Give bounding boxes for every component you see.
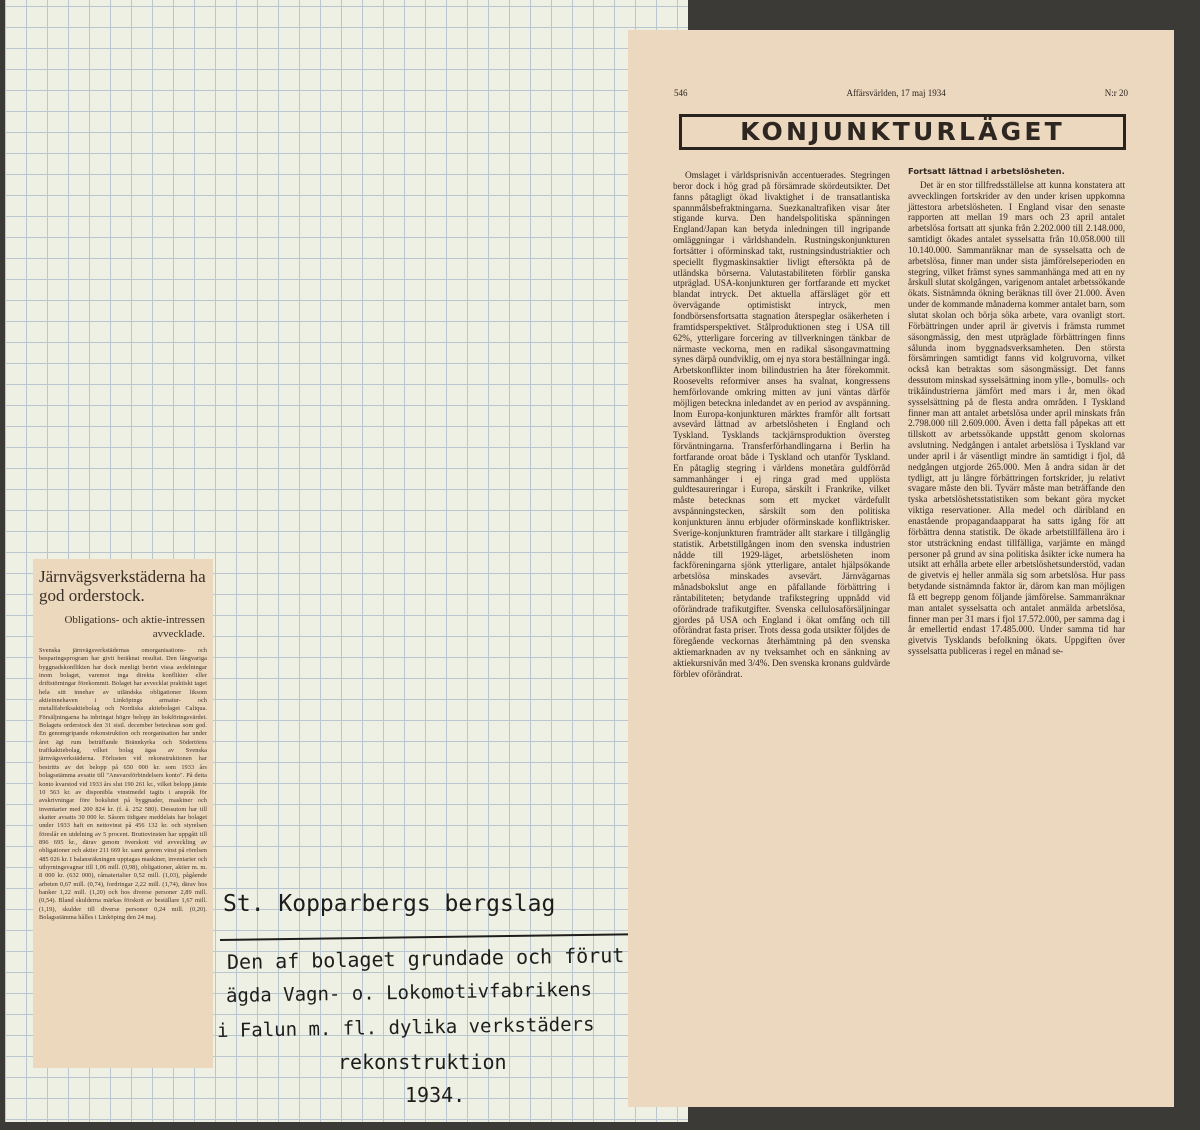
page-number: 546 [674,88,688,98]
clipping-body: Svenska järnvägsverkstädernas omorganisations- och besparingsprogram har givit beräknat resultat. Den långvariga byggnadskonflikten har dock menligt berört vissa avdelningar inom bolaget, varemot inga direkta konflikter eller driftstörningar förekommit. Bolaget har avvecklat praktiskt taget hela sitt innehav av utländska obligationer liksom aktieinnehaven i Linköpings armatur- och metallfabriksaktiebolag och Nordiska aktiebolaget Caliqua. Försäljningarna ha inbringat högre belopp än bokföringsvärdet. Bolagets orderstock den 31 sistl. december betecknas som god. En genomgripande rekonstruktion och reorganisation har under året ägt rum beträffande Brännkyrka och Södertörns trafikaktiebolag, vilket bolag ägas av Svenska järnvägsverkstäderna. Förlusten vid rekonstruktionen har bestritts av det belopp på 650 000 kr. som 1933 års bolagsstämma avsatte till "Ansvarsförbindelsers konto". På detta konto kvarstod vid 1933 års slut 190 261 kr., vilket belopp jämte 10 563 kr. av disponibla vinstmedel tagits i anspråk för avskrivningar före bokslutet på byggnader, maskiner och inventarier med 200 824 kr. (f. å. 252 580). Dessutom har till skatter avsatts 30 000 kr. Såsom tidigare meddelats har bolaget under 1933 haft en nettovinst på 456 132 kr. och styrelsen föreslår en utdelning av 5 procent. Bruttovinsten har uppgått till 896 695 kr., därav genom överskott vid avveckling av obligationer och aktier 211 669 kr. samt genom vinst på rörelsen 485 026 kr. I balansräkningen upptagas maskiner, inventarier och uthyrningsvagnar till 1,06 mill. (0,98), obligationer, aktier m. m. 8 000 kr. (632 000), råmaterialier 0,52 mill. (1,03), pågående arbeten 0,67 mill. (0,74), fordringar 2,22 mill. (1,74), därav hos banker 1,22 mill. (1,20) och hos diverse personer 2,89 mill. (0,54). Bland skulderna märkas förskott av beställare 1,67 mill. (1,19), skulder till diverse personer 0,24 mill. (0,20). Bolagsstämma hålles i Linköping den 24 maj. [39,647,207,921]
magazine-page [628,30,1174,1107]
handwritten-year: 1934. [405,1083,466,1107]
handwritten-line-1: Den af bolaget grundade och förut [226,943,625,974]
clipping-title: Järnvägsverkstäderna ha god orderstock. [39,567,206,605]
publication-line: Affärsvärlden, 17 maj 1934 [846,88,946,98]
masthead: KONJUNKTURLÄGET [679,114,1126,150]
column-2-text: Det är en stor tillfredsställelse att kunna konstatera att avvecklingen fortskrider av den under krisen uppkomna jättestora arbetslösheten. I England visar den senaste rapporten att mellan 19 mars och 23 april antalet arbetslösa fortsatt att sjunka från 2.202.000 till 2.148.000, samtidigt ökades antalet sysselsatta från 10.058.000 till 10.140.000. Sammanräknar man de sysselsatta och de arbetslösa, finner man under sista jämförelseperioden en stegring, vilket främst synes sammanhänga med att en ny årskull slutat skolgången, varigenom antalet arbetssökande ökats. Sistnämnda ökning beräknas till över 21.000. Även under de kommande månaderna kommer antalet barn, som slutat skolan och börja söka arbete, vara ovanligt stort. Förbättringen under april är givetvis i främsta rummet säsongmässig, den mest utpräglade förbättringen finns sålunda inom byggnadsverksamheten. Den största försämringen samtidigt fanns vid kolgruvorna, vilket också kan betraktas som säsongmässigt. Det fanns dessutom minskad sysselsättning inom ylle-, bomulls- och trikåindustrierna jämfört med mars i år, men ökad sysselsättning på de flesta andra områden. I Tyskland finner man att antalet arbetslösa under april minskats från 2.798.000 till 2.609.000. Även i detta fall påpekas att ett tillskott av arbetssökande uppstått genom skolornas avslutning. Nedgången i antalet arbetslösa i Tyskland var under april i år väsentligt mindre än samtidigt i fjol, då nedgången utgjorde 265.000. Men å andra sidan är det tydligt, att ju längre förbättringen fortskrider, ju relativt svagare måste den bli. Tyvärr måste man beträffande den tyska arbetslöshetsstatistiken som bekant göra mycket viktiga reservationer. Alla medel och däribland en enastående propagandaapparat ha satts igång för att förbättra denna statistik. De ökade arbetstillfällena äro i stor utsträckning endast tillfälliga, varjämte en mängd personer på grund av sina politiska åsikter icke numera ha utsikt att erhålla arbete eller arbetslöshetsunderstöd, vadan de givetvis ej heller anmäla sig som arbetslösa. Hur pass betydande sistnämnda faktor är, därom kan man möjligen få ett begrepp genom följande jämförelse. Sammanräknar man antalet sysselsatta och antalet anmälda arbetslösa, finner man per 31 mars i fjol 17.572.000, per samma dag i år emellertid endast 17.485.000. Under samma tid har givetvis Tysklands befolkning ökats. Uppgiften över sysselsatta publiceras i regel en månad se- [908,179,1125,657]
handwritten-line-2: ägda Vagn- o. Lokomotivfabrikens [225,978,593,1007]
newspaper-clipping [33,559,213,1068]
handwritten-underline [220,932,690,941]
column-1-text: Omslaget i världsprisnivån accentuerades. Stegringen beror dock i hög grad på försämrade skördeutsikter. Det fanns påtagligt ökad livaktighet i de transatlantiska spannmålsbefraktningarna. Suezkanaltrafiken visar åter stigande kurva. Den handelspolitiska spänningen England/Japan kan betyda inledningen till ingripande omläggningar i världshandeln. Rustningskonjunkturen fortsätter i oförminskad takt, rustningsindustriaktier och speciellt flygmaskinsaktier livligt eftersökta på de utländska börserna. Valutastabiliteten förblir ganska utpräglad. USA-konjunkturen ger fortfarande ett mycket blandat intryck. Det aktuella affärsläget gör ett övervägande optimistiskt intryck, men fondbörsensfortsatta stagnation återspeglar osäkerheten i framtidsperspektivet. Stålproduktionen steg i USA till 62%, ytterligare forcering av tillverkningen tänkbar de närmaste veckorna, men en radikal säsongavmattning synes därpå oundviklig, om ej nya stora beställningar ingå. Arbetskonflikter inom bilindustrien ha åter förekommit. Roosevelts reformiver anses ha svalnat, kongressens hemförlovande omkring mitten av juni väntas därför möjligen betecknа inledandet av en period av avspänning. Inom Europa-konjunkturen märktes framför allt fortsatt avsevärd lättnad av arbetslösheten i England och Tyskland. Tysklands tackjärnsproduktion översteg förväntningarna. Transferförhandlingarna i Berlin ha fortfarande oroat både i Tyskland och utanför Tyskland. En påtaglig stegring i världens monetära guldförråd sammanhänger i ej ringa grad med upplösta guldtesaureringar i Europa, särskilt i Frankrike, vilket måste betecknas som ett mycket värdefullt avspänningstecken, särskilt som den politiska konjunkturen ännu erbjuder oförminskade konfliktrisker. Sverige-konjunkturen framträder allt starkare i tillgänglig statistik. Arbetstillgången inom den svenska industrien nådde till 1929-läget, arbetslösheten inom fackföreningarna sjönk ytterligare, antalet hjälpsökande arbetslösa minskades avsevärt. Järnvägarnas månadsbokslut ange en påfallande förbättring i räntabiliteten; betydande trafikstegring uppnådd vid oförändrade trafikutgifter. Svenska cellulosaförsäljningar gjordes på USA och England i ökat omfång och till oförändrat fasta priser. Trots dessa goda utsikter följdes de föregående veckornas återhämtning på den svenska aktiemarknaden av ny tveksamhet och en sänkning av aktiekursnivån med 3/4%. Den svenska kronans guldvärde förblev oförändrat. [673,170,890,679]
article-column-2 [908,166,1125,657]
handwritten-heading: St. Kopparbergs bergslag [223,891,556,917]
handwritten-line-4: rekonstruktion [338,1050,507,1074]
page-header [674,88,1128,98]
handwritten-line-3: i Falun m. fl. dylika verkstäders [216,1013,595,1042]
section-heading: Fortsatt lättnad i arbetslösheten. [908,166,1065,176]
graph-paper-sheet [5,0,688,1122]
clipping-subtitle: Obligations- och aktie-intressen avvecklade. [64,614,205,640]
article-column-1 [673,170,890,680]
issue-number: N:r 20 [1104,88,1128,98]
